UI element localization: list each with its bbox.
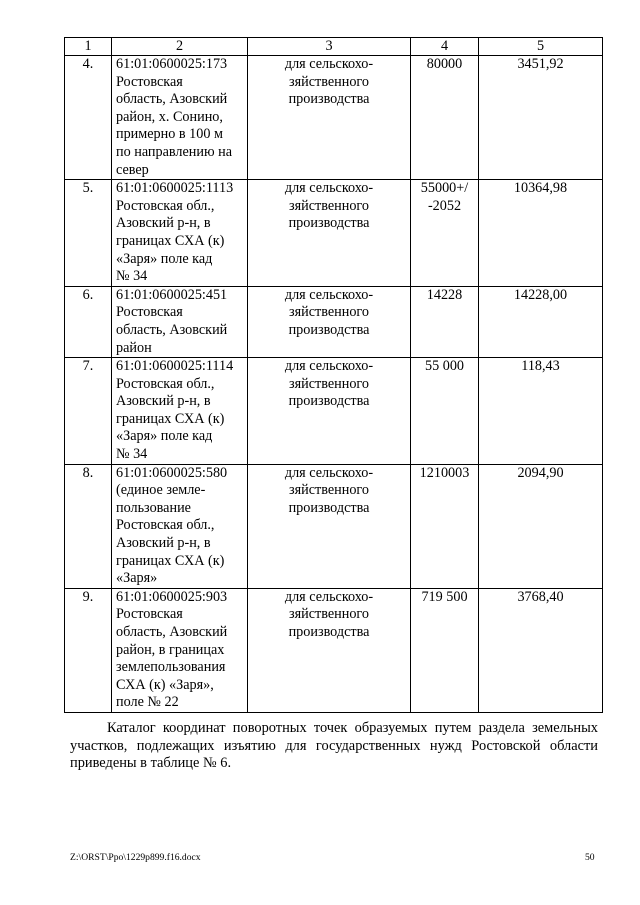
table-row <box>65 180 603 287</box>
plot-description: 61:01:0600025:1114 Ростовская обл., Азовский р-н, в границах СХА (к) «Заря» поле кад № 34 <box>112 358 248 465</box>
plot-value: 3451,92 <box>479 56 603 180</box>
header-col-4: 4 <box>411 38 479 56</box>
row-number: 4. <box>65 56 112 180</box>
plot-description: 61:01:0600025:451 Ростовская область, Азовский район <box>112 286 248 357</box>
header-col-5: 5 <box>479 38 603 56</box>
land-category: для сельскохо- зяйственного производства <box>248 56 411 180</box>
table-row <box>65 286 603 357</box>
plot-description: 61:01:0600025:580 (единое земле- пользование Ростовская обл., Азовский р-н, в границах СХА (к) «Заря» <box>112 464 248 588</box>
plot-value: 10364,98 <box>479 180 603 287</box>
table-row <box>65 56 603 180</box>
plot-area: 719 500 <box>411 588 479 712</box>
plot-description: 61:01:0600025:903 Ростовская область, Азовский район, в границах землепользования СХА (к) «Заря», поле № 22 <box>112 588 248 712</box>
row-number: 8. <box>65 464 112 588</box>
land-category: для сельскохо- зяйственного производства <box>248 358 411 465</box>
plot-area: 14228 <box>411 286 479 357</box>
plot-value: 3768,40 <box>479 588 603 712</box>
table-row <box>65 464 603 588</box>
plot-area: 80000 <box>411 56 479 180</box>
plot-value: 118,43 <box>479 358 603 465</box>
row-number: 9. <box>65 588 112 712</box>
header-col-2: 2 <box>112 38 248 56</box>
plot-description: 61:01:0600025:1113 Ростовская обл., Азовский р-н, в границах СХА (к) «Заря» поле кад № 34 <box>112 180 248 287</box>
land-category: для сельскохо- зяйственного производства <box>248 180 411 287</box>
plot-description: 61:01:0600025:173 Ростовская область, Азовский район, х. Сонино, примерно в 100 м по направлению на север <box>112 56 248 180</box>
land-plots-table <box>64 37 603 713</box>
plot-area: 1210003 <box>411 464 479 588</box>
table-row <box>65 358 603 465</box>
land-category: для сельскохо- зяйственного производства <box>248 588 411 712</box>
plot-value: 2094,90 <box>479 464 603 588</box>
plot-area: 55000+/ -2052 <box>411 180 479 287</box>
table-header-row <box>65 38 603 56</box>
row-number: 7. <box>65 358 112 465</box>
land-category: для сельскохо- зяйственного производства <box>248 464 411 588</box>
header-col-3: 3 <box>248 38 411 56</box>
plot-value: 14228,00 <box>479 286 603 357</box>
footer-file-path: Z:\ORST\Ppo\1229p899.f16.docx <box>70 852 201 863</box>
plot-area: 55 000 <box>411 358 479 465</box>
land-category: для сельскохо- зяйственного производства <box>248 286 411 357</box>
table-row <box>65 588 603 712</box>
body-paragraph: Каталог координат поворотных точек образуемых путем раздела земельных участков, подлежащих изъятию для государственных нужд Ростовской области приведены в таблице № 6. <box>70 720 598 772</box>
header-col-1: 1 <box>65 38 112 56</box>
page-number: 50 <box>585 852 595 863</box>
row-number: 6. <box>65 286 112 357</box>
row-number: 5. <box>65 180 112 287</box>
